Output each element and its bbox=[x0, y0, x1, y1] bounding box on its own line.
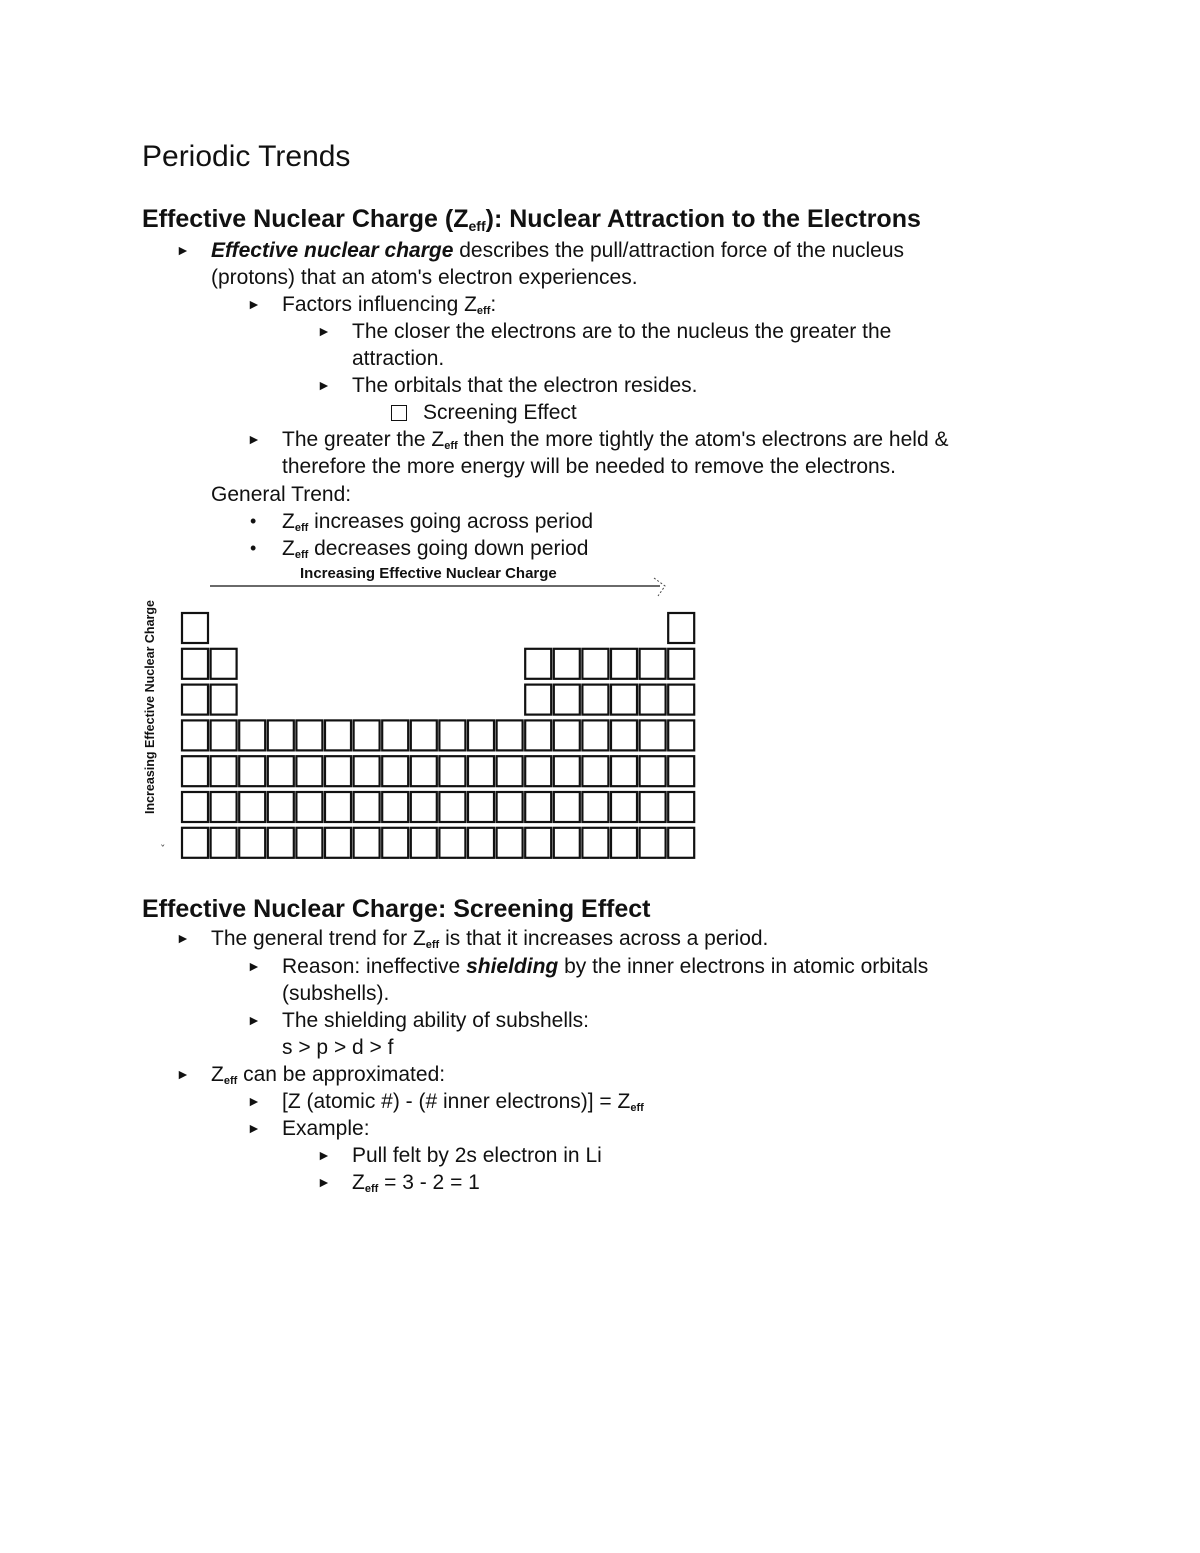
arrow-bullet-icon: ► bbox=[317, 323, 331, 339]
element-cell bbox=[468, 720, 494, 750]
arrow-bullet-icon: ► bbox=[176, 1066, 190, 1082]
element-cell bbox=[611, 828, 637, 858]
dot-bullet-icon: • bbox=[250, 511, 257, 531]
screening-effect: Screening Effect bbox=[423, 401, 577, 424]
element-cell bbox=[468, 828, 494, 858]
page-title: Periodic Trends bbox=[142, 140, 351, 173]
element-cell bbox=[382, 792, 408, 822]
element-cell bbox=[668, 756, 694, 786]
element-cell bbox=[497, 756, 523, 786]
element-cell bbox=[268, 756, 294, 786]
element-cell bbox=[211, 792, 237, 822]
element-cell bbox=[554, 720, 580, 750]
arrow-bullet-icon: ► bbox=[247, 1012, 261, 1028]
factors-heading: Factors influencing $Z_{eff}$: bbox=[282, 293, 497, 317]
element-cell bbox=[439, 792, 465, 822]
element-cell bbox=[411, 792, 437, 822]
element-cell bbox=[640, 720, 666, 750]
element-cell bbox=[668, 792, 694, 822]
arrow-bullet-icon: ► bbox=[247, 958, 261, 974]
arrow-bullet-icon: ► bbox=[176, 242, 190, 258]
element-cell bbox=[554, 792, 580, 822]
trend-down: $Z_{eff}$ decreases going down period bbox=[282, 537, 589, 561]
element-cell bbox=[211, 828, 237, 858]
element-cell bbox=[525, 792, 551, 822]
element-cell bbox=[239, 720, 265, 750]
general-trend-label: General Trend: bbox=[211, 483, 352, 506]
element-cell bbox=[325, 828, 351, 858]
element-cell bbox=[497, 792, 523, 822]
element-cell bbox=[182, 649, 208, 679]
element-cell bbox=[239, 756, 265, 786]
zeff-approximation: $Z_{eff}$ can be approximated: bbox=[211, 1063, 446, 1087]
element-cell bbox=[640, 792, 666, 822]
element-cell bbox=[525, 756, 551, 786]
element-cell bbox=[182, 792, 208, 822]
zeff-formula: [Z (atomic #) - (# inner electrons)] = $Z_{eff}$ bbox=[282, 1090, 644, 1114]
element-cell bbox=[354, 756, 380, 786]
arrow-bullet-icon: ► bbox=[317, 377, 331, 393]
element-cell bbox=[182, 828, 208, 858]
periodic-table-diagram bbox=[140, 560, 710, 870]
element-cell bbox=[668, 649, 694, 679]
dot-bullet-icon: • bbox=[250, 538, 257, 558]
element-cell bbox=[468, 792, 494, 822]
element-cell bbox=[640, 649, 666, 679]
element-cell bbox=[325, 792, 351, 822]
shielding-order: s > p > d > f bbox=[282, 1036, 394, 1059]
vertical-arrow-head-icon: ˇ bbox=[160, 843, 166, 856]
factor-closer: The closer the electrons are to the nucleus the greater the bbox=[352, 320, 892, 343]
left-axis-label: Increasing Effective Nuclear Charge bbox=[143, 600, 157, 814]
element-cell bbox=[668, 613, 694, 643]
element-cell bbox=[239, 792, 265, 822]
element-cell bbox=[582, 756, 608, 786]
general-trend-zeff: The general trend for $Z_{eff}$ is that it increases across a period. bbox=[211, 927, 769, 951]
element-cell bbox=[439, 756, 465, 786]
element-cell bbox=[582, 685, 608, 715]
element-cell bbox=[439, 720, 465, 750]
element-cell bbox=[296, 756, 322, 786]
checkbox-icon bbox=[391, 405, 407, 421]
element-cell bbox=[668, 720, 694, 750]
element-cell bbox=[554, 828, 580, 858]
example-calc: $Z_{eff} = 3 - 2 = 1$ bbox=[352, 1171, 480, 1195]
element-cell bbox=[611, 720, 637, 750]
element-cell bbox=[582, 828, 608, 858]
element-cell bbox=[211, 649, 237, 679]
arrow-bullet-icon: ► bbox=[247, 431, 261, 447]
element-cell bbox=[411, 828, 437, 858]
element-cell bbox=[182, 720, 208, 750]
element-cell bbox=[268, 828, 294, 858]
element-cell bbox=[582, 649, 608, 679]
element-cell bbox=[525, 649, 551, 679]
element-cell bbox=[382, 828, 408, 858]
element-cell bbox=[640, 685, 666, 715]
element-cell bbox=[497, 720, 523, 750]
zeff-definition: Effective nuclear charge describes the pull/attraction force of the nucleus bbox=[211, 239, 904, 262]
element-cell bbox=[611, 649, 637, 679]
element-cell bbox=[582, 720, 608, 750]
element-cell bbox=[611, 685, 637, 715]
element-cell bbox=[668, 685, 694, 715]
element-cell bbox=[182, 613, 208, 643]
element-cell bbox=[525, 685, 551, 715]
element-cell bbox=[211, 685, 237, 715]
element-cell bbox=[640, 756, 666, 786]
arrow-bullet-icon: ► bbox=[247, 296, 261, 312]
element-cell bbox=[268, 792, 294, 822]
zeff-definition-cont: (protons) that an atom's electron experiences. bbox=[211, 266, 638, 289]
periodic-table-grid bbox=[140, 560, 710, 870]
shielding-ability: The shielding ability of subshells: bbox=[282, 1009, 590, 1032]
element-cell bbox=[296, 792, 322, 822]
element-cell bbox=[554, 685, 580, 715]
arrow-bullet-icon: ► bbox=[247, 1120, 261, 1136]
example-label: Example: bbox=[282, 1117, 370, 1140]
greater-zeff-cont: therefore the more energy will be needed to remove the electrons. bbox=[282, 455, 897, 478]
element-cell bbox=[354, 828, 380, 858]
element-cell bbox=[497, 828, 523, 858]
element-cell bbox=[182, 685, 208, 715]
top-axis-label: Increasing Effective Nuclear Charge bbox=[300, 565, 557, 582]
element-cell bbox=[354, 792, 380, 822]
element-cell bbox=[296, 828, 322, 858]
element-cell bbox=[525, 828, 551, 858]
trend-across: $Z_{eff}$ increases going across period bbox=[282, 510, 594, 534]
factor-orbitals: The orbitals that the electron resides. bbox=[352, 374, 698, 397]
element-cell bbox=[525, 720, 551, 750]
element-cell bbox=[325, 756, 351, 786]
reason-shielding: Reason: ineffective shielding by the inner electrons in atomic orbitals bbox=[282, 955, 929, 978]
section1-heading: Effective Nuclear Charge $(Z_{eff})$: Nuclear Attraction to the Electrons bbox=[142, 205, 921, 234]
element-cell bbox=[182, 756, 208, 786]
element-cell bbox=[668, 828, 694, 858]
element-cell bbox=[411, 720, 437, 750]
element-cell bbox=[211, 720, 237, 750]
element-cell bbox=[640, 828, 666, 858]
element-cell bbox=[554, 756, 580, 786]
section2-heading: Effective Nuclear Charge: Screening Effect bbox=[142, 895, 651, 923]
factor-closer-cont: attraction. bbox=[352, 347, 445, 370]
element-cell bbox=[268, 720, 294, 750]
element-cell bbox=[411, 756, 437, 786]
element-cell bbox=[468, 756, 494, 786]
element-cell bbox=[296, 720, 322, 750]
arrow-bullet-icon: ► bbox=[176, 930, 190, 946]
example-li: Pull felt by 2s electron in Li bbox=[352, 1144, 602, 1167]
element-cell bbox=[354, 720, 380, 750]
arrow-bullet-icon: ► bbox=[317, 1147, 331, 1163]
element-cell bbox=[611, 756, 637, 786]
element-cell bbox=[582, 792, 608, 822]
element-cell bbox=[382, 720, 408, 750]
element-cell bbox=[611, 792, 637, 822]
reason-shielding-cont: (subshells). bbox=[282, 982, 390, 1005]
element-cell bbox=[382, 756, 408, 786]
arrow-bullet-icon: ► bbox=[317, 1174, 331, 1190]
element-cell bbox=[554, 649, 580, 679]
element-cell bbox=[239, 828, 265, 858]
arrow-bullet-icon: ► bbox=[247, 1093, 261, 1109]
element-cell bbox=[325, 720, 351, 750]
element-cell bbox=[439, 828, 465, 858]
element-cell bbox=[211, 756, 237, 786]
greater-zeff: The greater the $Z_{eff}$ then the more tightly the atom's electrons are held & bbox=[282, 428, 949, 452]
horizontal-arrow-head-icon bbox=[654, 578, 665, 596]
